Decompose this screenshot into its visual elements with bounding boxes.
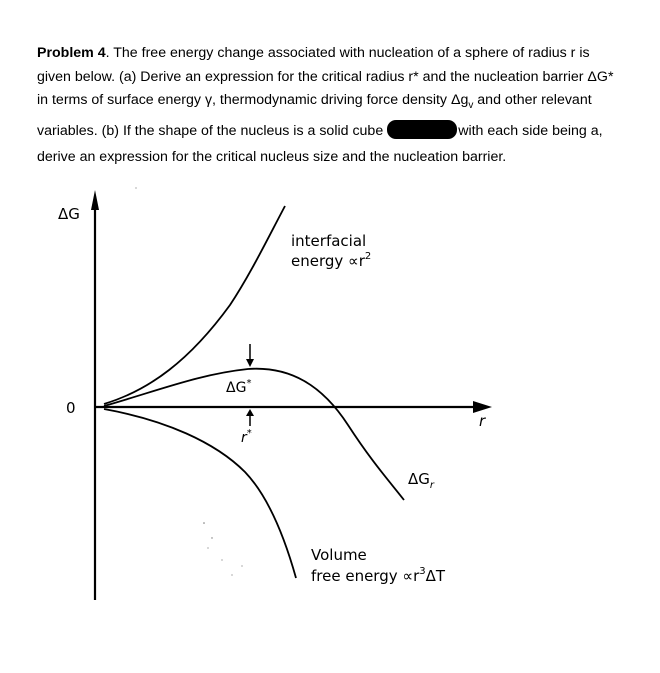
origin-label: 0 xyxy=(66,399,76,417)
volume-label-line1: Volume xyxy=(311,546,367,564)
interfacial-energy-curve xyxy=(104,206,285,404)
total-free-energy-curve xyxy=(104,369,404,500)
interfacial-label-line1: interfacial xyxy=(291,232,367,250)
volume-label-line2: free energy $\propto r^3\Delta T$ xyxy=(311,566,446,585)
y-axis-arrow xyxy=(91,190,99,210)
problem-line-5: derive an expression for the critical nucleus size and the nucleation barrier. xyxy=(37,148,507,165)
volume-free-energy-curve xyxy=(104,409,296,578)
problem-line-1: Problem 4. The free energy change associated with nucleation of a sphere of radius r is xyxy=(37,45,590,61)
total-free-energy-label: $\Delta G_r$ xyxy=(408,470,435,491)
barrier-arrow-head xyxy=(246,359,254,367)
barrier-label: ΔG* xyxy=(226,378,252,396)
critical-radius-arrow-head xyxy=(246,409,254,416)
problem-line-3: in terms of surface energy γ, thermodynamic driving force density $\Delta g_v$ and other relevant xyxy=(37,92,592,111)
y-axis-label: ΔG xyxy=(58,205,80,223)
x-axis-label: r xyxy=(479,412,486,430)
problem-line-2: given below. (a) Derive an expression for the critical radius r* and the nucleation barrier ΔG* xyxy=(37,68,614,85)
problem-label: Problem 4 xyxy=(37,45,106,61)
interfacial-label-line2: energy $\propto r^2$ xyxy=(291,251,372,270)
problem-line-4: variables. (b) If the shape of the nucleus is a solid cube with each side being a, xyxy=(37,120,637,144)
critical-radius-label: r* xyxy=(241,428,252,446)
